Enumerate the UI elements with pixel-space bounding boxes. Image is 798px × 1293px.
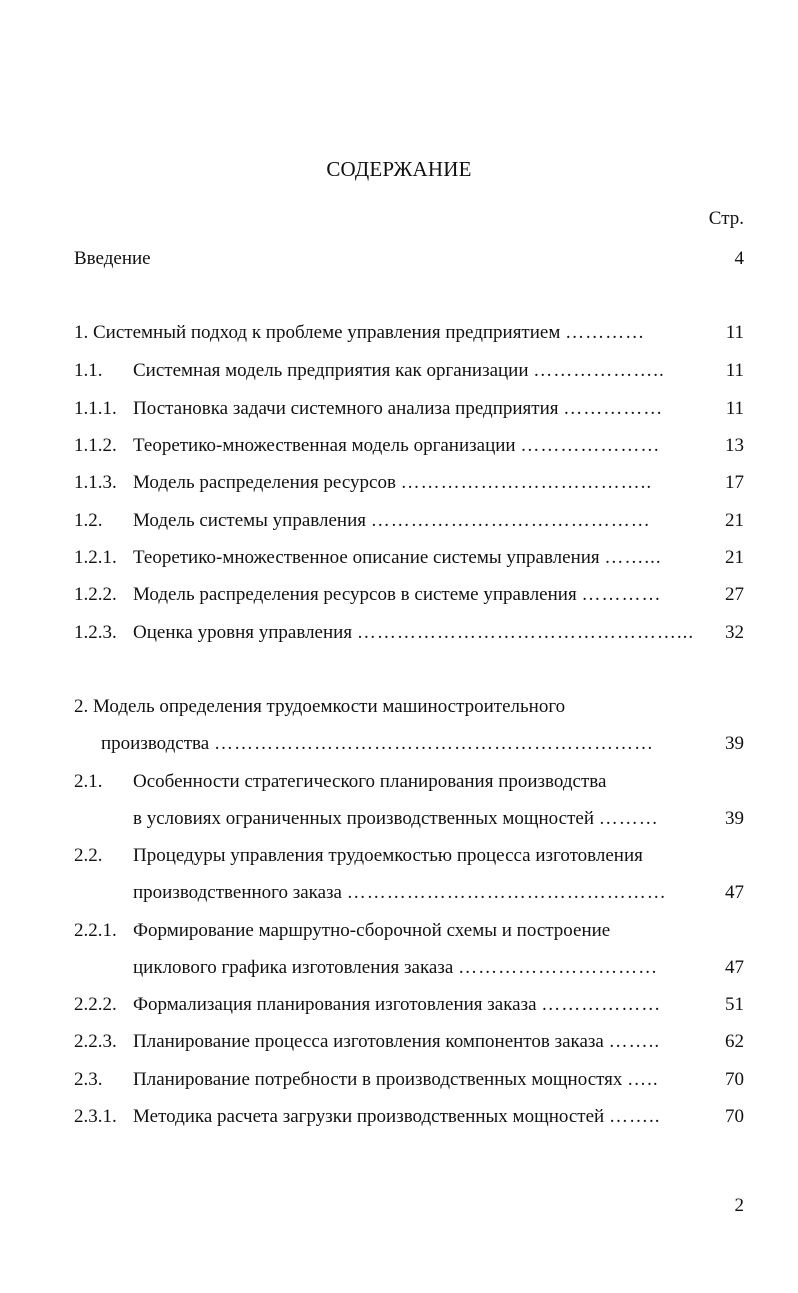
toc-entry	[74, 1104, 744, 1130]
toc-leader-dots: ……..	[608, 1106, 661, 1127]
toc-leader-dots: …..	[627, 1069, 659, 1090]
toc-entry-page: 21	[725, 547, 744, 568]
toc-entry-page: 11	[725, 360, 744, 381]
toc-entry-continuation	[74, 955, 744, 981]
toc-entry-text: Модель системы управления	[133, 510, 366, 531]
toc-entry	[74, 694, 744, 720]
toc-entry	[74, 1029, 744, 1055]
toc-intro	[74, 248, 744, 270]
toc-entry-text: Формирование маршрутно-сборочной схемы и построение	[133, 920, 611, 941]
toc-entry-page: 70	[725, 1106, 744, 1127]
toc-entry	[74, 620, 744, 646]
toc-entry-continuation	[74, 806, 744, 832]
toc-entry-number: 2.2.	[74, 845, 103, 866]
toc-entry-page: 51	[725, 994, 744, 1015]
toc-entry-continuation	[74, 880, 744, 906]
toc-entry-text: Теоретико-множественное описание системы управления	[133, 547, 600, 568]
toc-entry-text: Теоретико-множественная модель организации	[133, 435, 516, 456]
toc-entry-number: 1.1.	[74, 360, 103, 381]
toc-entry-page: 39	[725, 733, 744, 754]
toc-leader-dots: ……...	[604, 547, 662, 568]
toc-entry-number: 1.2.2.	[74, 584, 117, 605]
toc-entry-number: 1.1.2.	[74, 435, 117, 456]
toc-entry-number: 1.1.1.	[74, 398, 117, 419]
toc-leader-dots: ………………	[541, 994, 662, 1015]
toc-leader-dots: ……………	[563, 398, 664, 419]
toc-entry	[74, 396, 744, 422]
toc-entry-number: 1.2.3.	[74, 622, 117, 643]
toc-entry-text: Особенности стратегического планирования производства	[133, 771, 607, 792]
toc-entry-text: циклового графика изготовления заказа	[133, 957, 454, 978]
toc-entry	[74, 320, 744, 346]
toc-entry-text: Планирование потребности в производственных мощностях	[133, 1069, 623, 1090]
toc-leader-dots: ………………..	[533, 360, 665, 381]
toc-entry-text: Методика расчета загрузки производственных мощностей	[133, 1106, 605, 1127]
toc-entry-text: Системная модель предприятия как организации	[133, 360, 529, 381]
toc-entry-page: 27	[725, 584, 744, 605]
toc-entry-number: 1.2.	[74, 510, 103, 531]
toc-entry-page: 11	[725, 322, 744, 343]
toc-leader-dots: …………………………………………...	[356, 622, 695, 643]
toc-entry	[74, 358, 744, 384]
toc-leader-dots: ……..	[608, 1031, 661, 1052]
toc-entry	[74, 545, 744, 571]
toc-entry-page: 39	[725, 808, 744, 829]
toc-leader-dots: ……………………………………	[370, 510, 651, 531]
page-number: 2	[734, 1195, 744, 1216]
toc-entry-text: в условиях ограниченных производственных мощностей	[133, 808, 594, 829]
toc-entry-text: Формализация планирования изготовления заказа	[133, 994, 537, 1015]
toc-entry-text: производственного заказа	[133, 882, 342, 903]
toc-entry	[74, 918, 744, 944]
toc-entry-text: Оценка уровня управления	[133, 622, 353, 643]
toc-entry-number: 2.3.	[74, 1069, 103, 1090]
toc-leader-dots: …………	[565, 322, 646, 343]
toc-entry	[74, 769, 744, 795]
toc-leader-dots: …………………………………………………………	[213, 733, 654, 754]
page-column-label: Стр.	[708, 208, 744, 229]
toc-entry-number: 2.2.1.	[74, 920, 117, 941]
toc-entry-text: Процедуры управления трудоемкостью процесса изготовления	[133, 845, 643, 866]
toc-entry-number: 2.3.1.	[74, 1106, 117, 1127]
toc-entry-text: Модель определения трудоемкости машиностроительного	[93, 696, 566, 717]
toc-entry	[74, 470, 744, 496]
toc-entry-text: Модель распределения ресурсов в системе управления	[133, 584, 577, 605]
toc-entry-page: 17	[725, 472, 744, 493]
page-title: СОДЕРЖАНИЕ	[326, 157, 472, 181]
toc-leader-dots: …………………	[520, 435, 661, 456]
toc-entry-number: 2.2.3.	[74, 1031, 117, 1052]
toc-entry-continuation	[74, 731, 744, 757]
toc-entry-number: 2.	[74, 696, 89, 717]
toc-entry-page: 47	[725, 957, 744, 978]
toc-entry-number: 1.	[74, 322, 89, 343]
toc-entry	[74, 992, 744, 1018]
toc-entry-number: 2.2.2.	[74, 994, 117, 1015]
toc-leader-dots: …………………………	[458, 957, 659, 978]
toc-entry-page: 32	[725, 622, 744, 643]
toc-entry-number: 2.1.	[74, 771, 103, 792]
toc-entry	[74, 843, 744, 869]
toc-entry	[74, 1067, 744, 1093]
toc-entry-text: Планирование процесса изготовления компонентов заказа	[133, 1031, 604, 1052]
toc-entry	[74, 508, 744, 534]
toc-entry-page: 11	[725, 398, 744, 419]
toc-entry-page: 13	[725, 435, 744, 456]
toc-entry-page: 21	[725, 510, 744, 531]
toc-entry-page: 62	[725, 1031, 744, 1052]
toc-entry-text: Постановка задачи системного анализа предприятия	[133, 398, 559, 419]
toc-leader-dots: …………	[581, 584, 662, 605]
toc-entry-text: производства	[101, 733, 210, 754]
toc-entry	[74, 433, 744, 459]
toc-entry-page: 70	[725, 1069, 744, 1090]
toc-leader-dots: ………	[598, 808, 659, 829]
toc-entry-number: 1.2.1.	[74, 547, 117, 568]
toc-intro-page: 4	[734, 248, 744, 269]
toc-intro-label: Введение	[74, 248, 151, 269]
toc-entry	[74, 582, 744, 608]
toc-entry-text: Системный подход к проблеме управления предприятием	[93, 322, 561, 343]
toc-leader-dots: …………………………………………	[346, 882, 667, 903]
toc-entry-page: 47	[725, 882, 744, 903]
toc-entry-text: Модель распределения ресурсов	[133, 472, 396, 493]
toc-entry-number: 1.1.3.	[74, 472, 117, 493]
toc-leader-dots: ………………………………..	[400, 472, 653, 493]
